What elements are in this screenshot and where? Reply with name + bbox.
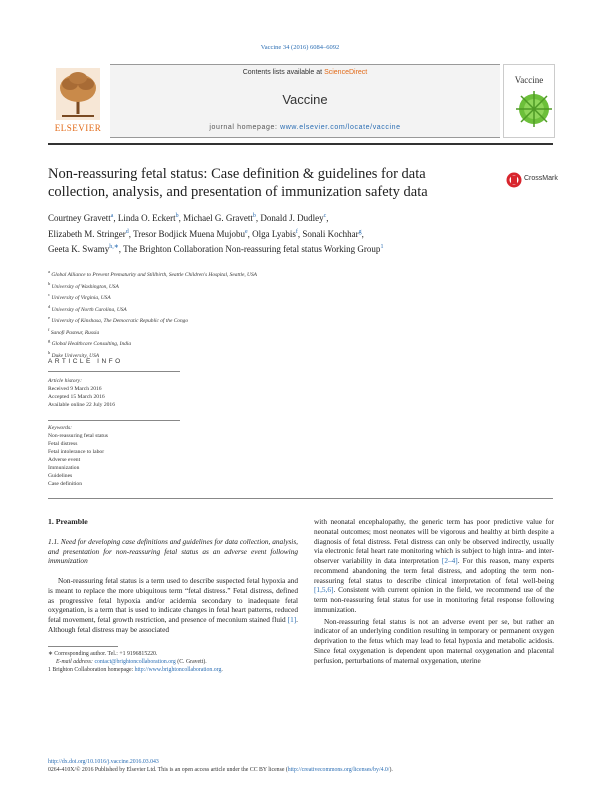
article-info-rule — [48, 371, 180, 372]
author[interactable]: Donald J. Dudley$^c$ — [260, 213, 327, 223]
elsevier-wordmark: ELSEVIER — [54, 123, 102, 133]
subsection-title: 1.1. Need for developing case definitions and guidelines for data collection, analysis, and presentation for non-reassuring fetal status as an adverse event following immunization — [48, 536, 298, 566]
author[interactable]: Linda O. Eckert$^b$ — [117, 213, 179, 223]
author[interactable]: Tresor Bodjick Muena Mujobu$^e$ — [133, 228, 248, 239]
affiliation: $^f$ Sanofi Pasteur, Russia — [48, 326, 100, 336]
email-link[interactable]: contact@brightoncollaboration.org — [94, 659, 176, 666]
contents-line: Contents lists available at ScienceDirect — [242, 69, 368, 76]
footnotes: ∗ Corresponding author. Tel.: +1 9196815220. E-mail address: contact@brightoncollaboration.org (C. Gravett). 1 Brighton Collaboration homepage: http://www.brightoncollaboration.org. — [48, 651, 223, 674]
homepage-link[interactable]: www.elsevier.com/locate/vaccine — [280, 124, 401, 131]
license-link[interactable]: http://creativecommons.org/licenses/by/4.0/ — [287, 767, 390, 774]
journal-name: Vaccine — [282, 92, 328, 107]
doi-link[interactable]: http://dx.doi.org/10.1016/j.vaccine.2016.03.043 — [48, 759, 159, 765]
sciencedirect-link[interactable]: ScienceDirect — [324, 69, 368, 76]
brighton-homepage-link[interactable]: http://www.brightoncollaboration.org — [134, 667, 222, 674]
affiliation: $^e$ University of Kinshasa, The Democratic Republic of the Congo — [48, 315, 189, 324]
affiliation: $^b$ University of Washington, USA — [48, 280, 119, 290]
keyword: Guidelines — [48, 473, 73, 479]
affiliation: $^h$ Duke University, USA — [48, 349, 100, 359]
keyword: Case definition — [48, 481, 83, 487]
author[interactable]: Sonali Kochhar$^g$ — [302, 228, 362, 239]
keywords-list: Keywords: Non-reassuring fetal status Fetal distress Fetal intolerance to labor Adverse event Immunization Guidelines Case definition — [48, 425, 108, 487]
journal-citation[interactable]: Vaccine 34 (2016) 6084–6092 — [260, 44, 340, 51]
reference-link[interactable]: [1] — [287, 615, 297, 624]
author[interactable]: Olga Lyabis$^f$ — [252, 228, 298, 239]
reference-link[interactable]: [2–4] — [441, 556, 458, 565]
reference-link[interactable]: [1,5,6] — [314, 585, 334, 595]
affiliation: $^g$ Global Healthcare Consulting, India — [48, 338, 132, 347]
author[interactable]: Courtney Gravett$^a$ — [48, 213, 114, 223]
author-group[interactable]: The Brighton Collaboration Non-reassuring fetal status Working Group$^1$ — [123, 244, 384, 254]
keyword: Fetal distress — [48, 441, 78, 447]
journal-homepage: journal homepage: www.elsevier.com/locate/vaccine — [209, 124, 401, 131]
article-title: Non-reassuring fetal status: Case definition & guidelines for data collection, analysis, and presentation of immunization safety data — [48, 166, 428, 200]
crossmark-icon — [506, 170, 522, 190]
section-title: 1. Preamble — [48, 517, 88, 526]
affiliation: $^c$ University of Virginia, USA — [48, 292, 111, 301]
article-history: Article history: Received 9 March 2016 Accepted 15 March 2016 Available online 22 July 2016 — [48, 378, 116, 408]
header-rule — [48, 143, 553, 145]
affiliation: $^a$ Global Alliance to Prevent Prematurity and Stillbirth, Seattle Children's Hospital, Seattle, USA — [48, 269, 257, 278]
affiliations — [48, 268, 553, 360]
paragraph: Non-reassuring fetal status is a term used to describe suspected fetal hypoxia and is meant to replace the more ubiquitous term “fetal distress.” Fetal distress, defined as progressive fetal hypoxia and/or acidemia secondary to inadequate fetal oxygenation, is a term that is used to indicate changes in fetal heart patterns, reduced fetal movement, fetal growth restriction, and presence of meconium stained fluid [1]. Although fetal distress may be associated — [48, 576, 298, 634]
footnote-rule — [48, 646, 118, 647]
keywords-rule — [48, 420, 180, 421]
body-column-left — [48, 517, 298, 635]
paragraph: Non-reassuring fetal status is not an adverse event per se, but rather an indicator of an underlying condition resulting in temporary or permanent oxygen deprivation to the fetus which may lead to fetal hypoxia and metabolic acidosis. Since fetal oxygenation is dependent upon maternal oxygenation and placental perfusion, perturbations of maternal oxygenation, uterine — [314, 616, 554, 665]
paragraph: with neonatal encephalopathy, the generic term has poor predictive value for neonatal outcomes; most neonates will be vigorous and healthy at birth despite a diagnosis of fetal distress. Fetal distress can only be observed indirectly, usually via electronic fetal heart rate monitoring which is subject to high intra- and inter-observer variability in data interpretation [2–4]. For this reason, many experts recommend abandoning the term fetal distress, and adopting the term non-reassuring fetal status to describe clinical interpretation of fetal well-being [1,5,6]. Consistent with current opinion in the field, we recommend use of the term non-reassuring fetal status for use in monitoring fetal response following immunization. — [314, 517, 554, 614]
author[interactable]: Geeta K. Swamy$^{h,∗}$ — [48, 244, 119, 254]
body-separator-rule — [48, 498, 553, 499]
keyword: Immunization — [48, 465, 80, 471]
keyword: Non-reassuring fetal status — [48, 433, 108, 439]
journal-cover-thumbnail[interactable] — [503, 64, 555, 138]
crossmark-label: CrossMark — [524, 175, 558, 182]
keyword: Adverse event — [48, 457, 81, 463]
article-info-heading: ARTICLE INFO — [48, 358, 123, 365]
article-doi-license: http://dx.doi.org/10.1016/j.vaccine.2016.03.043 0264-410X/© 2016 Published by Elsevier Ltd. This is an open access article under the CC BY license (http://creativecommons.org/licenses/by/4.0/). — [48, 758, 553, 774]
cover-title: Vaccine — [514, 75, 544, 85]
author[interactable]: Elizabeth M. Stringer$^d$ — [48, 228, 129, 239]
author-list: Courtney Gravett$^a$, Linda O. Eckert$^b$, Michael G. Gravett$^b$, Donald J. Dudley$^c$, Elizabeth M. Stringer$^d$, Tresor Bodjick Muena Mujobu$^e$, Olga Lyabis$^f$, Sonali Kochhar$^g$, Geeta K. Swamy$^{h,∗}$, The Brighton Collaboration Non-reassuring fetal status Working Group$^1$ — [48, 213, 384, 254]
keyword: Fetal intolerance to labor — [48, 449, 105, 455]
affiliation: $^d$ University of North Carolina, USA — [48, 303, 127, 313]
crossmark-button[interactable] — [506, 170, 570, 190]
author[interactable]: Michael G. Gravett$^b$ — [183, 213, 256, 223]
body-column-right — [314, 517, 554, 665]
